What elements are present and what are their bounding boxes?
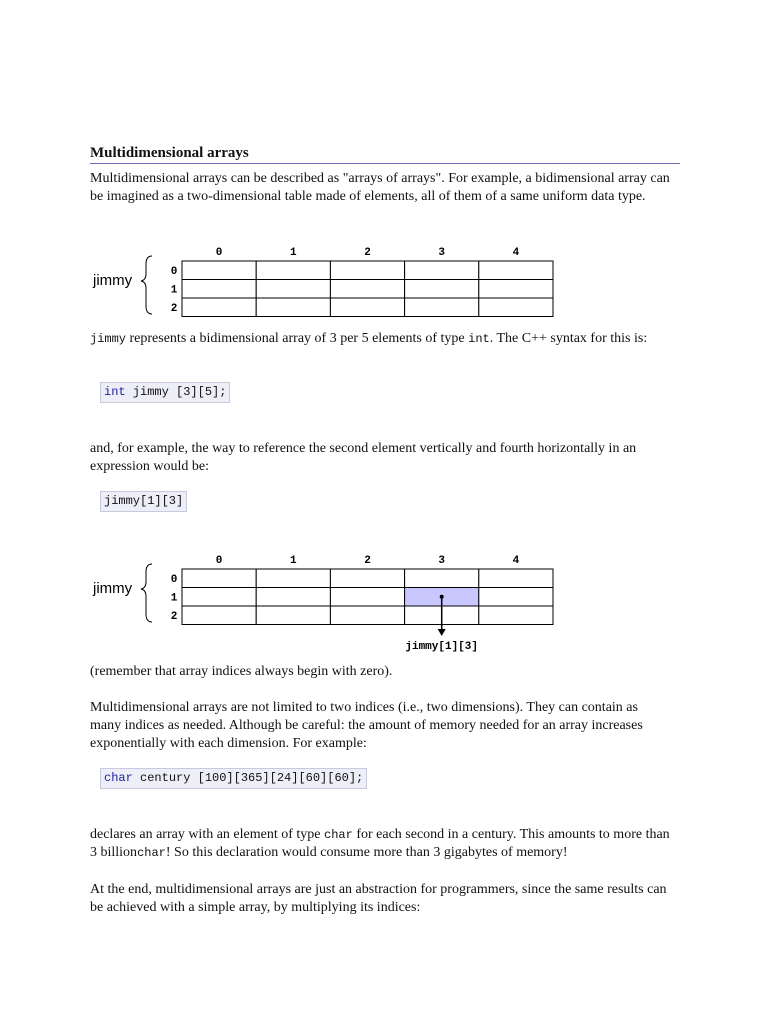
row-index-label: 1 — [170, 592, 178, 605]
array-name-label: jimmy — [93, 580, 133, 597]
zero-index-note: (remember that array indices always begin with zero). — [90, 664, 393, 679]
column-index-label: 0 — [215, 247, 223, 259]
column-index-label: 4 — [512, 555, 520, 567]
array-cell — [479, 606, 553, 625]
array-cell — [182, 280, 256, 299]
array-cell — [256, 261, 330, 280]
inline-code-char-2: char — [137, 846, 166, 860]
code-rest: jimmy [3][5]; — [125, 385, 227, 399]
array-cell — [479, 280, 553, 299]
array-cell — [256, 298, 330, 317]
column-index-label: 3 — [438, 555, 446, 567]
array-diagram-2 — [0, 548, 768, 658]
code-keyword: int — [104, 385, 126, 399]
column-index-label: 4 — [512, 247, 520, 259]
pointer-arrowhead — [438, 629, 446, 636]
brace-shape — [141, 564, 152, 622]
row-index-label: 2 — [170, 611, 178, 623]
row-index-label: 0 — [170, 574, 178, 586]
code-keyword: char — [104, 771, 133, 785]
array-cell — [330, 588, 404, 607]
array-cell — [330, 280, 404, 299]
array-cell — [256, 606, 330, 625]
code-block-declaration — [100, 382, 230, 403]
code-block-century — [100, 768, 367, 789]
column-index-label: 1 — [289, 247, 297, 259]
memory-text-1: declares an array with an element of type — [90, 827, 325, 842]
array-cell — [479, 261, 553, 280]
memory-paragraph — [90, 826, 670, 862]
array-cell — [256, 569, 330, 588]
inline-code-jimmy: jimmy — [90, 332, 127, 346]
reference-paragraph: and, for example, the way to reference the second element vertically and fourth horizontally in an expression would be: — [90, 441, 637, 474]
array-name-label: jimmy — [93, 272, 133, 289]
pointer-label: jimmy[1][3] — [405, 641, 479, 653]
array-cell — [182, 261, 256, 280]
array-cell — [256, 588, 330, 607]
array-cell — [479, 569, 553, 588]
array-cell — [405, 298, 479, 317]
array-cell — [479, 588, 553, 607]
array-cell — [330, 261, 404, 280]
column-index-label: 3 — [438, 247, 446, 259]
array-cell — [182, 606, 256, 625]
column-index-label: 2 — [364, 555, 371, 567]
row-index-label: 1 — [170, 284, 178, 297]
array-cell — [182, 569, 256, 588]
inline-code-char: char — [324, 828, 353, 842]
memory-text-2: for each second in a century. This amounts to more than 3 billion — [90, 827, 670, 860]
intro-paragraph: Multidimensional arrays can be described as "arrays of arrays". For example, a bidimensional array can be imagined as a two-dimensional table made of elements, all of them of a same uniform data type. — [90, 171, 670, 204]
column-index-label: 1 — [289, 555, 297, 567]
array-cell — [330, 569, 404, 588]
dimensions-paragraph: Multidimensional arrays are not limited to two indices (i.e., two dimensions). They can contain as many indices as needed. Although be careful: the amount of memory needed for an array increases exponentially with each dimension. For example: — [90, 700, 643, 751]
syntax-paragraph — [90, 330, 670, 348]
array-cell — [479, 298, 553, 317]
abstraction-paragraph: At the end, multidimensional arrays are just an abstraction for programmers, since the same results can be achieved with a simple array, by multiplying its indices: — [90, 882, 667, 915]
array-cell — [182, 298, 256, 317]
column-index-label: 2 — [364, 247, 371, 259]
array-cell — [256, 280, 330, 299]
array-cell — [405, 261, 479, 280]
code-rest: century [100][365][24][60][60]; — [132, 771, 364, 785]
array-cell — [405, 569, 479, 588]
syntax-text-2: . The C++ syntax for this is: — [489, 331, 648, 346]
array-cell — [405, 280, 479, 299]
column-index-label: 0 — [215, 555, 223, 567]
array-cell — [330, 298, 404, 317]
row-index-label: 0 — [170, 266, 178, 278]
code-block-reference: jimmy[1][3] — [100, 491, 187, 512]
brace-shape — [141, 256, 152, 314]
row-index-label: 2 — [170, 303, 178, 315]
syntax-text-1: represents a bidimensional array of 3 per 5 elements of type — [126, 331, 469, 346]
inline-code-int: int — [468, 332, 490, 346]
memory-text-3: ! So this declaration would consume more than 3 gigabytes of memory! — [165, 845, 568, 860]
array-cell — [330, 606, 404, 625]
section-heading: Multidimensional arrays — [90, 145, 680, 164]
array-cell — [182, 588, 256, 607]
